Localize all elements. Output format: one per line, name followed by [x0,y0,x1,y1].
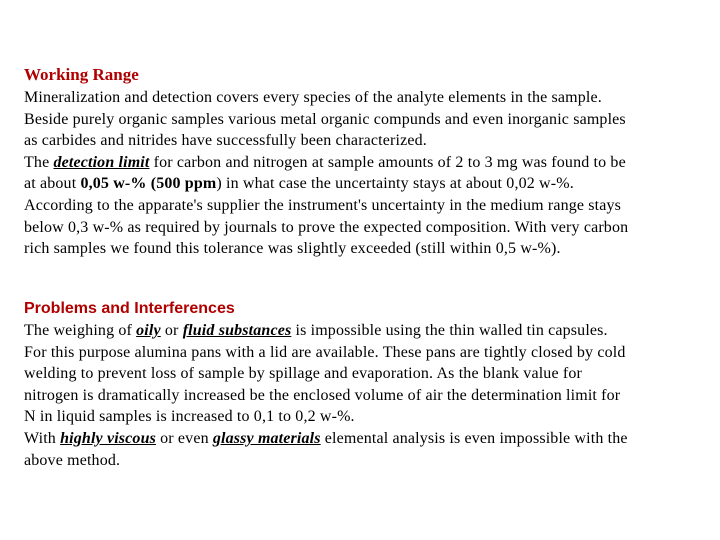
text-line: above method. [24,451,121,469]
text-fragment: at about [24,175,81,193]
text-line: welding to prevent loss of sample by spillage and evaporation. As the blank value for [24,365,582,383]
text-fragment: or [160,322,183,339]
text-fragment: The weighing of [24,322,137,339]
text-line [24,320,696,342]
text-fragment: for carbon and nitrogen at sample amounts of 2 to 3 mg was found to be [149,153,626,171]
detection-value: 0,05 [80,175,110,193]
working-range-section [24,64,696,260]
text-line: According to the apparate's supplier the instrument's uncertainty in the medium range stays [24,196,622,214]
text-fragment: is impossible using the thin walled tin capsules. [291,322,608,339]
text-fragment: w-% ( [109,175,157,193]
text-line: rich samples we found this tolerance was slightly exceeded (still within 0,5 w-%). [24,240,561,258]
text-line: Mineralization and detection covers every species of the analyte elements in the sample. [24,89,602,106]
text-line: For this purpose alumina pans with a lid are available. These pans are tightly closed by cold [24,343,626,361]
working-range-heading: Working Range [24,65,139,84]
text-line: below 0,3 w-% as required by journals to prove the expected composition. With very carbon [24,218,629,236]
text-line: N in liquid samples is increased to 0,1 to 0,2 w-%. [24,408,355,426]
text-line [24,173,696,195]
problems-section [24,298,696,471]
problems-heading: Problems and Interferences [24,300,235,317]
text-fragment: ) in what case the uncertainty stays at about 0,02 w-%. [216,175,574,193]
glassy-materials-term: glassy materials [212,429,321,447]
text-fragment: The [24,153,54,171]
text-line [24,152,696,174]
text-line: nitrogen is dramatically increased be the enclosed volume of air the determination limit for [24,386,621,404]
fluid-substances-term: fluid substances [182,322,292,339]
detection-limit-term: detection limit [53,153,150,171]
text-fragment: elemental analysis is even impossible with the [320,429,628,447]
text-line [24,428,696,450]
oily-term: oily [136,322,161,339]
text-fragment: With [24,429,61,447]
text-line: as carbides and nitrides have successfully been characterized. [24,132,427,150]
detection-ppm: 500 ppm [156,175,217,193]
highly-viscous-term: highly viscous [60,429,156,447]
text-fragment: or even [156,429,213,447]
text-line: Beside purely organic samples various metal organic compunds and even inorganic samples [24,110,626,128]
